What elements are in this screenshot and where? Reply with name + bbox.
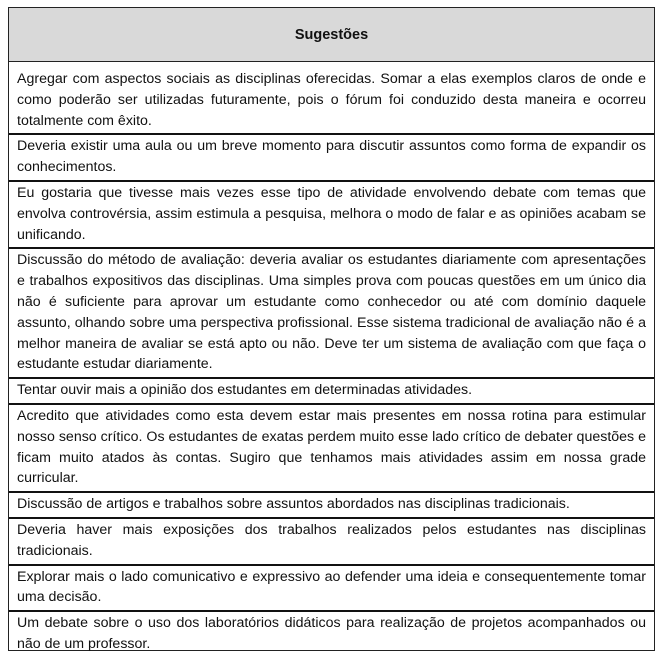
- table-row: Explorar mais o lado comunicativo e expressivo ao defender uma ideia e consequentemente tomar uma decisão.: [9, 566, 654, 613]
- table-row: Deveria haver mais exposições dos trabalhos realizados pelos estudantes nas disciplinas tradicionais.: [9, 519, 654, 566]
- table-row: Deveria existir uma aula ou um breve momento para discutir assuntos como forma de expandir os conhecimentos.: [9, 135, 654, 182]
- table-row: Agregar com aspectos sociais as disciplinas oferecidas. Somar a elas exemplos claros de onde e como poderão ser utilizadas futuramente, pois o fórum foi conduzido desta maneira e ocorreu totalmente com êxito.: [9, 62, 654, 135]
- table-row: Discussão de artigos e trabalhos sobre assuntos abordados nas disciplinas tradicionais.: [9, 493, 654, 519]
- table-row: Tentar ouvir mais a opinião dos estudantes em determinadas atividades.: [9, 379, 654, 405]
- table-row: Um debate sobre o uso dos laboratórios didáticos para realização de projetos acompanhados ou não de um professor.: [17, 615, 646, 652]
- suggestions-table: [8, 7, 655, 651]
- table-row: Acredito que atividades como esta devem estar mais presentes em nossa rotina para estimular nosso senso crítico. Os estudantes de exatas perdem muito esse lado crítico de debater questões e ficam muito atados às contas. Sugiro que tenhamos mais atividades assim em nossa grade curricular.: [9, 405, 654, 493]
- table-row: Discussão do método de avaliação: deveria avaliar os estudantes diariamente com apresentações e trabalhos expositivos das disciplinas. Uma simples prova com poucas questões em um único dia não é suficiente para aprovar um estudante como conhecedor ou até com domínio daquele assunto, olhando sobre uma perspectiva profissional. Esse sistema tradicional de avaliação não é a melhor maneira de avaliar se está apto ou não. Deve ter um sistema de avaliação com que faça o estudante estudar diariamente.: [9, 249, 654, 379]
- table-row: Eu gostaria que tivesse mais vezes esse tipo de atividade envolvendo debate com temas que envolva controvérsia, assim estimula a pesquisa, melhora o modo de falar e as opiniões acabam se unificando.: [9, 182, 654, 249]
- table-header: Sugestões: [9, 8, 654, 62]
